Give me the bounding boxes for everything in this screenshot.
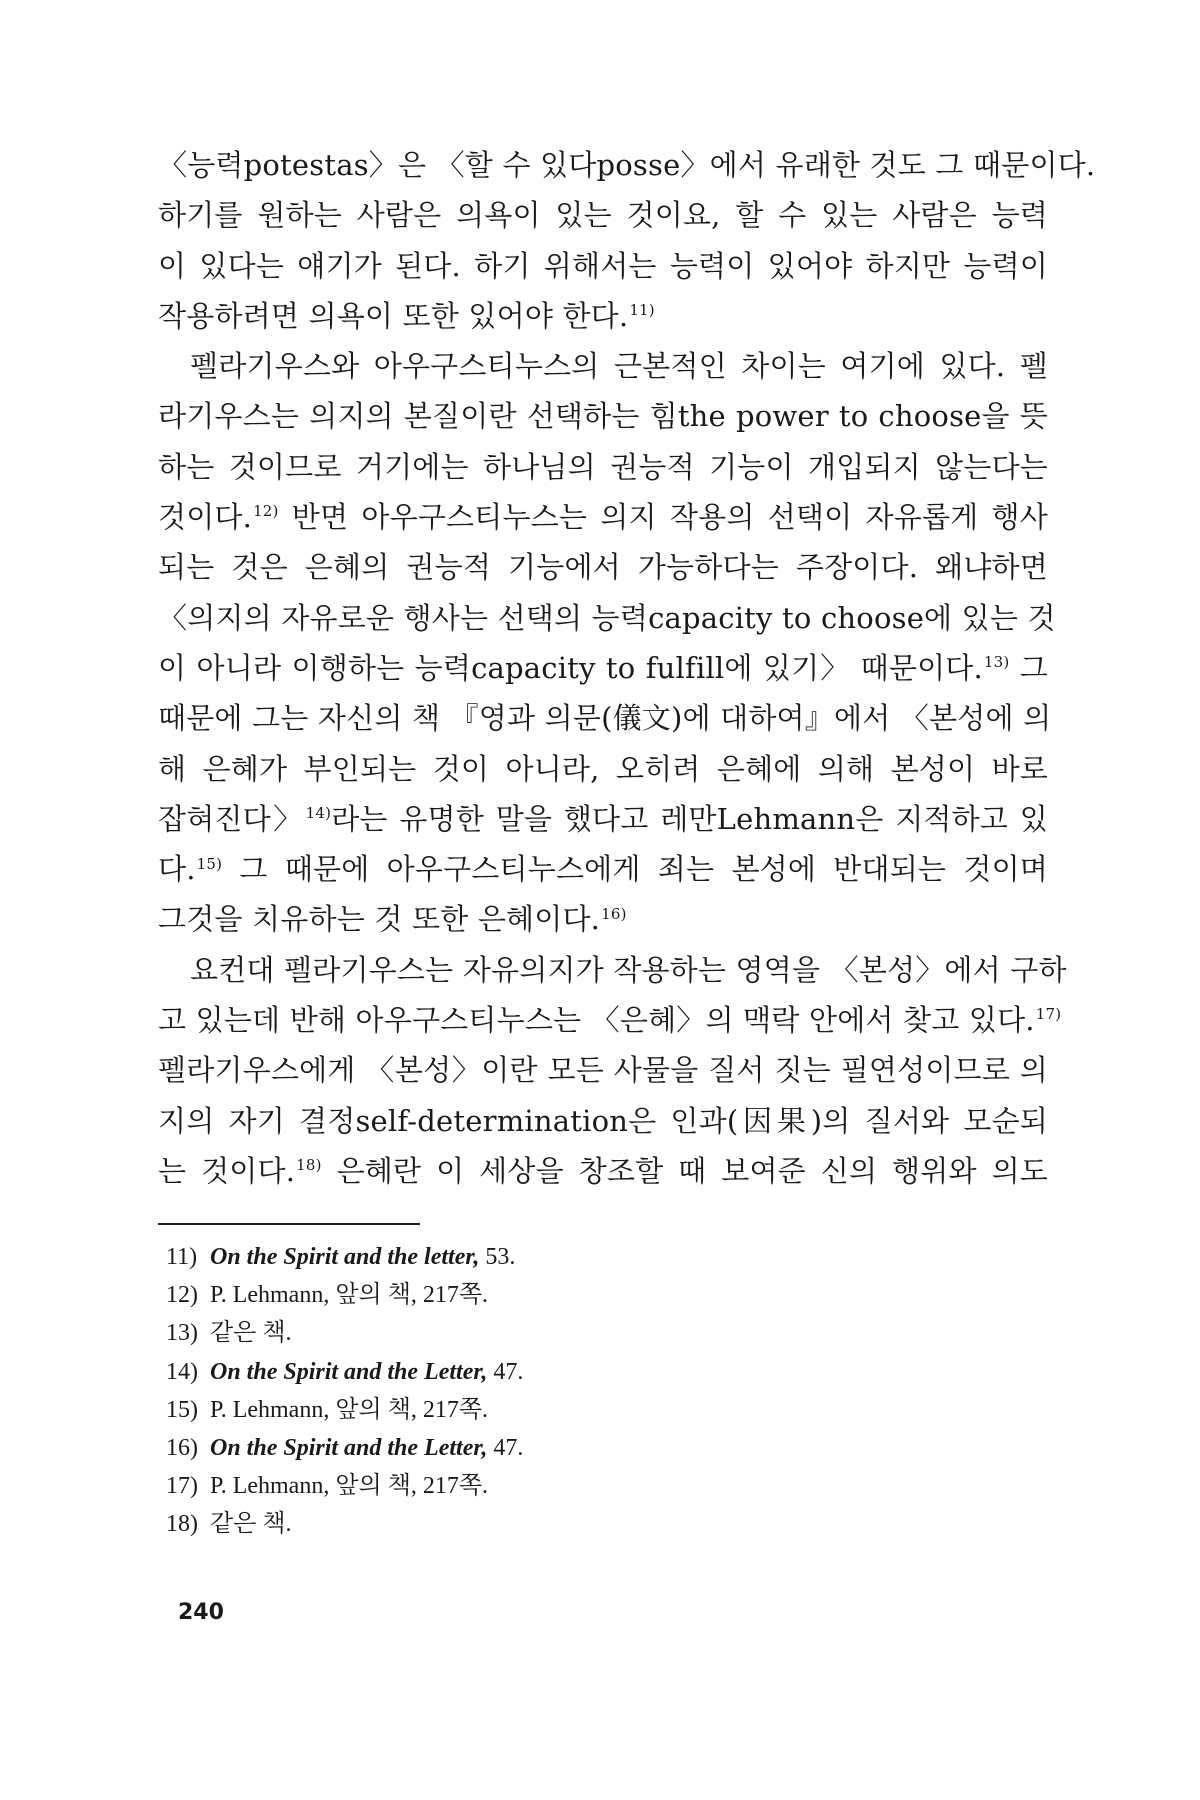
text-line: 요컨대 펠라기우스는 자유의지가 작용하는 영역을 〈본성〉에서 구하 <box>190 952 1067 987</box>
footnote-text: 47. <box>487 1358 524 1385</box>
text-segment: 반면 아우구스티누스는 의지 작용의 선택이 자유롭게 행사 <box>278 500 1048 535</box>
text-line <box>158 794 1048 844</box>
text-segment: 것이다. <box>158 500 253 535</box>
footnote-divider <box>158 1223 420 1225</box>
note-ref: 15) <box>196 854 223 873</box>
text-segment: 는 것이다. <box>158 1153 296 1188</box>
text-line <box>158 291 1048 341</box>
text-segment: 고 있는데 반해 아우구스티누스는 〈은혜〉의 맥락 안에서 찾고 있다. <box>158 1003 1035 1038</box>
footnote-number: 11) <box>166 1244 198 1270</box>
text-line: 지의 자기 결정self-determination은 인과(因果)의 질서와 모순되 <box>158 1103 1048 1138</box>
footnote <box>166 1238 523 1276</box>
text-line: 때문에 그는 자신의 책 『영과 의문(儀文)에 대하여』에서 〈본성에 의 <box>158 701 1052 736</box>
footnote-title: On the Spirit and the Letter, <box>210 1358 488 1385</box>
footnote-text: 53. <box>479 1244 516 1270</box>
footnote-text: 47. <box>487 1435 524 1462</box>
footnote-number: 14) <box>166 1358 198 1385</box>
footnote-text: 같은 책. <box>210 1511 292 1538</box>
note-ref: 11) <box>629 301 655 320</box>
text-line: 펠라기우스에게 〈본성〉이란 모든 사물을 질서 짓는 필연성이므로 의 <box>158 1053 1048 1088</box>
footnote <box>166 1505 523 1543</box>
text-line <box>158 643 1048 693</box>
footnote <box>166 1314 523 1352</box>
note-ref: 16) <box>601 904 627 923</box>
text-line: 하기를 원하는 사람은 의욕이 있는 것이요, 할 수 있는 사람은 능력 <box>158 198 1048 233</box>
text-line: 이 있다는 얘기가 된다. 하기 위해서는 능력이 있어야 하지만 능력이 <box>158 248 1048 283</box>
footnote-number: 17) <box>166 1473 198 1500</box>
text-segment: 라는 유명한 말을 했다고 레만Lehmann은 지적하고 있 <box>331 801 1048 836</box>
footnote-text: P. Lehmann, 앞의 책, 217쪽. <box>210 1396 489 1423</box>
page-number: 240 <box>178 1600 224 1625</box>
text-segment: 작용하려면 의욕이 또한 있어야 한다. <box>158 298 629 333</box>
note-ref: 13) <box>983 653 1010 672</box>
footnotes <box>166 1238 523 1544</box>
text-line <box>158 844 1048 894</box>
footnote-number: 12) <box>166 1282 198 1309</box>
footnote <box>166 1429 523 1467</box>
text-line: 라기우스는 의지의 본질이란 선택하는 힘the power to choose을 뜻 <box>158 399 1048 434</box>
text-segment: 이 아니라 이행하는 능력capacity to fulfill에 있기〉 때문이다. <box>158 650 983 685</box>
note-ref: 12) <box>253 502 279 521</box>
footnote-title: On the Spirit and the Letter, <box>210 1435 488 1462</box>
text-segment: 다. <box>158 852 196 887</box>
text-segment: 그 때문에 아우구스티누스에게 죄는 본성에 반대되는 것이며 <box>222 852 1048 887</box>
text-line <box>158 894 1048 944</box>
footnote-number: 15) <box>166 1396 198 1423</box>
footnote-title: On the Spirit and the letter, <box>210 1244 480 1270</box>
footnote <box>166 1391 523 1429</box>
text-segment: 그것을 치유하는 것 또한 은혜이다. <box>158 902 601 937</box>
text-line: 〈의지의 자유로운 행사는 선택의 능력capacity to choose에 있는 것 <box>158 600 1056 635</box>
text-line <box>158 492 1048 542</box>
footnote-text: 같은 책. <box>210 1320 292 1347</box>
text-line: 〈능력potestas〉은 〈할 수 있다posse〉에서 유래한 것도 그 때문이다. <box>158 148 1096 182</box>
note-ref: 18) <box>296 1156 322 1175</box>
text-line: 하는 것이므로 거기에는 하나님의 권능적 기능이 개입되지 않는다는 <box>158 449 1048 484</box>
footnote-number: 16) <box>166 1435 198 1462</box>
note-ref: 17) <box>1035 1005 1062 1024</box>
text-segment: 은혜란 이 세상을 창조할 때 보여준 신의 행위와 의도 <box>321 1153 1048 1188</box>
text-line <box>158 1146 1048 1196</box>
main-text <box>158 140 1096 1196</box>
text-line: 되는 것은 은혜의 권능적 기능에서 가능하다는 주장이다. 왜냐하면 <box>158 550 1048 585</box>
note-ref: 14) <box>305 804 332 823</box>
text-line <box>158 995 1062 1045</box>
footnote <box>166 1276 523 1314</box>
text-segment: 잡혀진다〉 <box>158 801 305 836</box>
footnote-number: 18) <box>166 1511 198 1538</box>
text-segment: 그 <box>1009 650 1048 685</box>
footnote <box>166 1353 523 1391</box>
footnote-text: P. Lehmann, 앞의 책, 217쪽. <box>210 1473 489 1500</box>
text-line: 펠라기우스와 아우구스티누스의 근본적인 차이는 여기에 있다. 펠 <box>190 349 1048 384</box>
text-line: 해 은혜가 부인되는 것이 아니라, 오히려 은혜에 의해 본성이 바로 <box>158 751 1048 786</box>
footnote-number: 13) <box>166 1320 198 1347</box>
footnote <box>166 1467 523 1505</box>
footnote-text: P. Lehmann, 앞의 책, 217쪽. <box>210 1282 489 1309</box>
